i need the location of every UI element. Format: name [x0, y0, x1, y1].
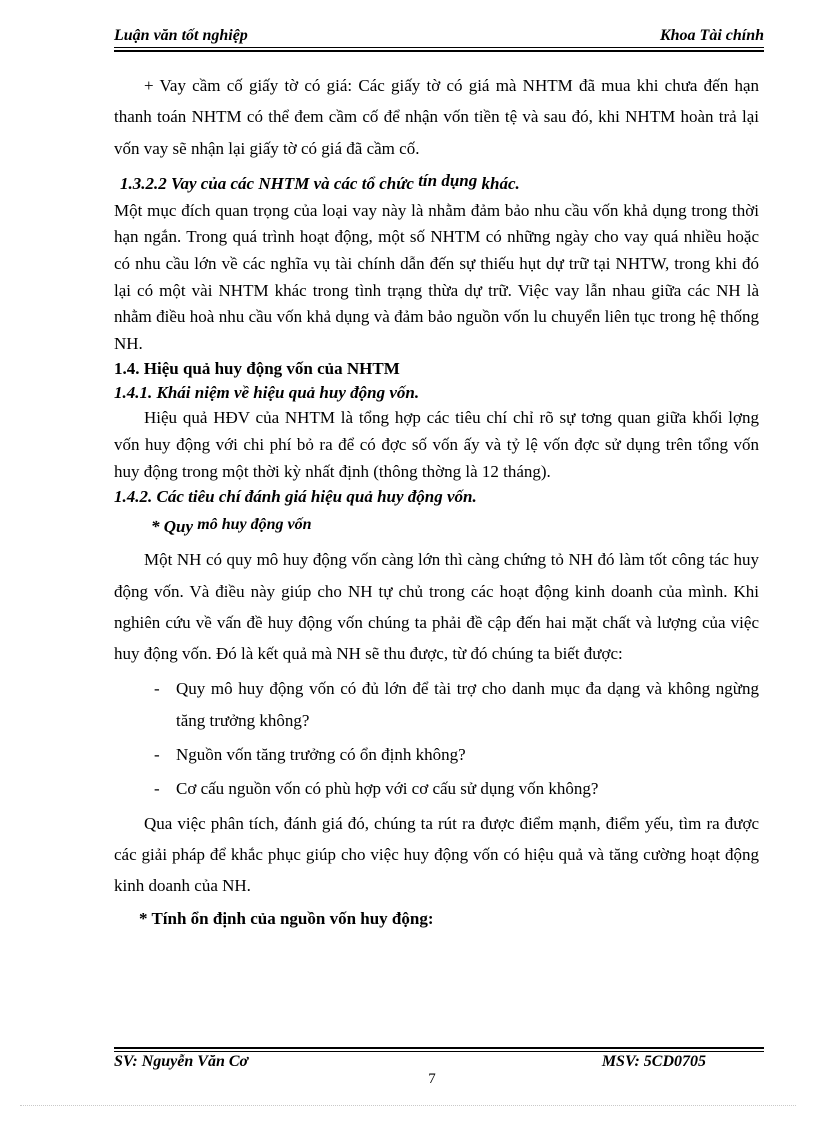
dash-marker: -: [154, 779, 160, 799]
list-item-text: Quy mô huy động vốn có đủ lớn để tài trợ cho danh mục đa dạng và không ngừng tăng trưởng không?: [176, 679, 759, 730]
footer-student-id: MSV: 5CD0705: [601, 1053, 706, 1070]
footer-rule: [114, 1051, 764, 1052]
list-item: [114, 673, 759, 736]
dash-marker: -: [154, 679, 160, 699]
heading-1-4-1: 1.4.1. Khái niệm về hiệu quả huy động vốn.: [114, 383, 420, 403]
list-item: [114, 739, 759, 770]
heading-1-4-2: 1.4.2. Các tiêu chí đánh giá hiệu quả huy động vốn.: [114, 487, 477, 507]
header-rule: [114, 47, 764, 48]
header-rule-thick: [114, 50, 764, 52]
page-body: [114, 70, 759, 936]
paragraph-efficiency-definition: Hiệu quả HĐV của NHTM là tổng hợp các tiêu chí chỉ rõ sự tơng quan giữa khối lợng vốn huy động với chi phí bỏ ra để có đợc số vốn ấy và tỷ lệ vốn đợc sử dụng trên tổng vốn huy động trong một thời kỳ nhất định (thông thờng là 12 tháng).: [114, 408, 759, 481]
dash-marker: -: [154, 745, 160, 765]
footer-student-name: SV: Nguyễn Văn Cơ: [114, 1053, 249, 1070]
paragraph-pledge-loans: + Vay cầm cố giấy tờ có giá: Các giấy tờ có giá mà NHTM đã mua khi chưa đến hạn thanh toán NHTM có thể đem cầm cố để nhận vốn tiền tệ và sau đó, khi NHTM hoàn trả lại vốn vay sẽ nhận lại giấy tờ có giá đã cầm cố.: [114, 76, 759, 158]
page-break-line: [20, 1105, 796, 1106]
subheading-scale: [151, 511, 759, 544]
heading-1-3-2-2: [120, 170, 759, 198]
question-list: [114, 673, 759, 804]
paragraph-scale: Một NH có quy mô huy động vốn càng lớn thì càng chứng tỏ NH đó làm tốt công tác huy động vốn. Và điều này giúp cho NH tự chủ trong các hoạt động kinh doanh của mình. Khi nghiên cứu về vấn đề huy động vốn chúng ta phải đề cập đến hai mặt chất và lượng của việc huy động vốn. Đó là kết quả mà NH sẽ thu được, từ đó chúng ta biết được:: [114, 550, 759, 664]
header-faculty: Khoa Tài chính: [659, 27, 764, 44]
paragraph-analysis: Qua việc phân tích, đánh giá đó, chúng ta rút ra được điểm mạnh, điểm yếu, tìm ra được các giải pháp để khắc phục giúp cho việc huy động vốn có hiệu quả và tăng cường hoạt động kinh doanh của NH.: [114, 813, 759, 896]
heading-1-4: 1.4. Hiệu quả huy động vốn của NHTM: [114, 359, 400, 379]
header-thesis-title: Luận văn tốt nghiệp: [114, 27, 248, 44]
footer-rule-thick: [114, 1047, 764, 1049]
list-item-text: Nguồn vốn tăng trưởng có ổn định không?: [176, 745, 466, 765]
subheading-scale-part1: * Quy: [151, 517, 194, 537]
list-item-text: Cơ cấu nguồn vốn có phù hợp với cơ cấu sử dụng vốn không?: [176, 779, 599, 799]
heading-1-3-2-2-part2: tín dụng: [418, 170, 478, 190]
page-number: 7: [428, 1071, 436, 1087]
heading-1-3-2-2-part1: 1.3.2.2 Vay của các NHTM và các tổ chức: [120, 173, 414, 193]
page-header: [114, 27, 764, 49]
list-item: [114, 773, 759, 804]
paragraph-interbank-loans: Một mục đích quan trọng của loại vay này là nhằm đảm bảo nhu cầu vốn khả dụng trong thời hạn ngắn. Trong quá trình hoạt động, một số NHTM có những ngày cho vay quá nhiều hoặc có nhu cầu lớn về các nghĩa vụ tài chính dẫn đến sự thiếu hụt dự trữ tại NHTW, trong khi đó lại có một vài NHTM khác trong tình trạng thừa dự trữ. Việc vay lẫn nhau giữa các NH là nhằm điều hoà nhu cầu vốn khả dụng và đảm bảo nguồn vốn lu chuyển liên tục trong hệ thống NH.: [114, 200, 759, 353]
subheading-scale-part2: mô huy động vốn: [197, 516, 312, 534]
heading-1-3-2-2-part3: khác.: [481, 173, 520, 193]
subheading-stability: * Tính ổn định của nguồn vốn huy động:: [139, 908, 434, 928]
